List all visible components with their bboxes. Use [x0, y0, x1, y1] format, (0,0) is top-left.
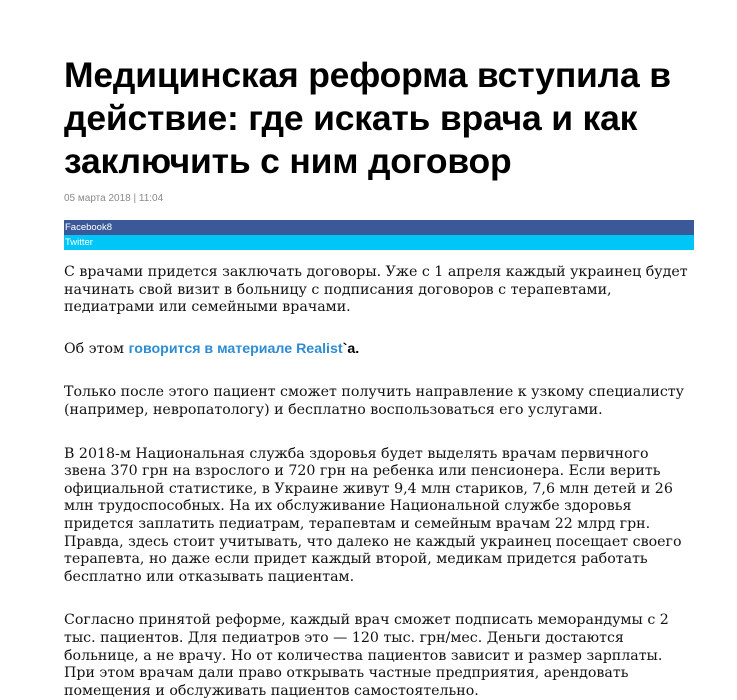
- paragraph-source: [64, 341, 694, 359]
- paragraph-reform: Согласно принятой реформе, каждый врач сможет подписать меморандумы с 2 тыс. пациентов. Для педиатров это — 120 тыс. грн/мес. Деньги достаются больнице, а не врачу. Но от количества пациентов зависит и размер зарплаты. При этом врачам дали право открывать частные предприятия, арендовать помещения и обслуживать пациентов самостоятельно.: [64, 612, 669, 699]
- realist-source-link[interactable]: говорится в материале Realist: [128, 340, 343, 357]
- facebook-share-button[interactable]: Facebook8: [64, 220, 694, 235]
- article-date: 05 марта 2018 | 11:04: [64, 193, 164, 204]
- article-title: Медицинская реформа вступила в действие: где искать врача и как заключить с ним договор: [64, 55, 671, 181]
- twitter-share-button[interactable]: Twitter: [64, 235, 694, 250]
- paragraph-intro: С врачами придется заключать договоры. Уже с 1 апреля каждый украинец будет начинать свой визит в больницу с подписания договоров с терапевтами, педиатрами или семейными врачами.: [64, 264, 688, 316]
- article: [64, 54, 694, 700]
- source-suffix: `а.: [342, 340, 360, 357]
- paragraph-referral: Только после этого пациент сможет получить направление к узкому специалисту (например, невропатологу) и бесплатно воспользоваться его услугами.: [64, 384, 684, 418]
- share-bar: [64, 220, 694, 250]
- source-prefix: Об этом: [64, 340, 129, 357]
- paragraph-funding: В 2018-м Национальная служба здоровья будет выделять врачам первичного звена 370 грн на взрослого и 720 грн на ребенка или пенсионера. Если верить официальной статистике, в Украине живут 9,4 млн стариков, 7,6 млн детей и 26 млн трудоспособных. На их обслуживание Национальной службе здоровья придется заплатить педиатрам, терапевтам и семейным врачам 22 млрд грн. Правда, здесь стоит учитывать, что далеко не каждый украинец посещает своего терапевта, но даже если придет каждый второй, медикам придется работать бесплатно или отказывать пациентам.: [64, 445, 682, 585]
